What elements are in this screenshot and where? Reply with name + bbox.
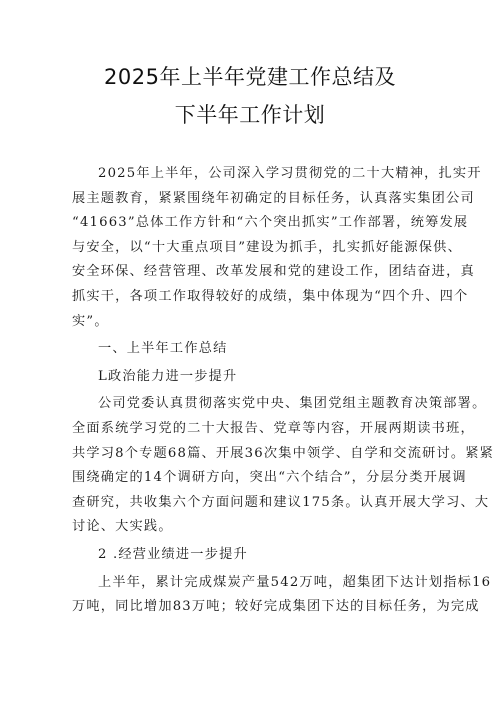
intro-paragraph-line: 抓实干，各项工作取得较好的成绩，集中体现为“四个升、四个 — [72, 288, 469, 304]
intro-paragraph-line: 实”。 — [72, 313, 109, 329]
subsection-heading-2: 2 .经营业绩进一步提升 — [98, 546, 248, 562]
document-title-line-1: 2025年上半年党建工作总结及 — [104, 65, 396, 89]
intro-paragraph-line: “41663”总体工作方针和“六个突出抓实”工作部署，统筹发展 — [72, 215, 469, 231]
political-paragraph-line: 共学习8个专题68篇、开展36次集中领学、自学和交流研讨。紧紧 — [72, 445, 495, 461]
political-paragraph-line: 全面系统学习党的二十大报告、党章等内容，开展两期读书班， — [72, 420, 475, 436]
political-paragraph-line: 讨论、大实践。 — [72, 519, 173, 535]
political-paragraph-line: 围绕确定的14个调研方向，突出“六个结合”，分层分类开展调 — [72, 470, 467, 486]
document-body — [72, 162, 495, 620]
performance-paragraph-line: 上半年，累计完成煤炭产量542万吨，超集团下达计划指标16 — [98, 574, 492, 590]
intro-paragraph-line: 展主题教育，紧紧围绕年初确定的目标任务，认真落实集团公司 — [72, 190, 475, 206]
political-paragraph-line: 查研究，共收集六个方面问题和建议175条。认真开展大学习、大 — [72, 494, 490, 510]
intro-paragraph-line: 与安全，以“十大重点项目”建设为抓手，扎实抓好能源保供、 — [72, 239, 462, 255]
political-paragraph-line: 公司党委认真贯彻落实党中央、集团党组主题教育决策部署。 — [98, 396, 487, 412]
intro-paragraph-line: 2025年上半年，公司深入学习贯彻党的二十大精神，扎实开 — [98, 166, 482, 181]
document-title-line-2: 下半年工作计划 — [174, 103, 326, 127]
intro-paragraph-line: 安全环保、经营管理、改革发展和党的建设工作，团结奋进，真 — [72, 264, 475, 280]
subsection-heading-1: L政治能力进一步提升 — [98, 368, 238, 384]
performance-paragraph-line: 万吨，同比增加83万吨；较好完成集团下达的目标任务，为完成 — [72, 599, 480, 615]
section-heading: 一、上半年工作总结 — [98, 341, 228, 357]
